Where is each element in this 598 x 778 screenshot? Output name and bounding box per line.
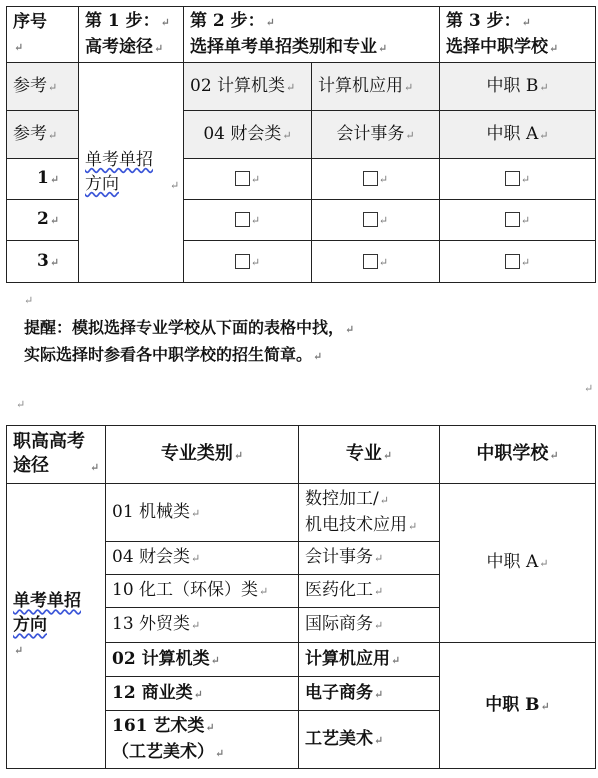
reference-school: 中职 A↵ [440,111,596,159]
header-step2: 第 2 步：↵ 选择单考单招类别和专业↵ [184,7,440,63]
paragraph-mark-icon: ↵ [584,382,594,395]
paragraph-mark-icon: ↵ [265,15,275,29]
school-checkbox-cell: ↵ [440,241,596,283]
header-major: 专业↵ [299,426,440,484]
paragraph-mark-icon: ↵ [14,40,24,54]
reference-major: 会计事务↵ [312,111,440,159]
selection-table [6,6,596,283]
path-cell: 单考单招方向↵ [7,484,106,769]
program-major: 国际商务↵ [299,608,440,643]
program-major: 会计事务↵ [299,542,440,575]
paragraph-mark-icon: ↵ [24,294,34,307]
program-category: 10 化工（环保）类↵ [106,575,299,608]
checkbox[interactable] [363,212,378,227]
header-step1: 第 1 步：↵ 高考途径↵ [79,7,184,63]
program-category: 161 艺术类↵ （工艺美术）↵ [106,711,299,769]
school-a-cell: 中职 A↵ [440,484,596,643]
category-checkbox-cell: ↵ [184,241,312,283]
header-step3: 第 3 步：↵ 选择中职学校↵ [440,7,596,63]
selection-table-header [7,7,596,63]
reference-label: 参考↵ [7,111,79,159]
program-major: 数控加工/↵ 机电技术应用↵ [299,484,440,542]
paragraph-mark-icon: ↵ [160,15,170,29]
reference-label: 参考↵ [7,63,79,111]
checkbox[interactable] [505,212,520,227]
program-major: 工艺美术↵ [299,711,440,769]
choice-label: 3↵ [7,241,79,283]
reference-school: 中职 B↵ [440,63,596,111]
reference-category: 04 财会类↵ [184,111,312,159]
reference-row [7,63,596,111]
paragraph-mark-icon: ↵ [90,460,100,474]
paragraph-mark-icon: ↵ [378,41,388,55]
checkbox[interactable] [363,171,378,186]
checkbox[interactable] [363,254,378,269]
program-category: 02 计算机类↵ [106,643,299,677]
header-seq: 序号 ↵ [7,7,79,63]
choice-label: 1↵ [7,159,79,200]
program-row [7,484,596,542]
paragraph-mark-icon: ↵ [16,398,26,411]
school-checkbox-cell: ↵ [440,159,596,200]
program-category: 13 外贸类↵ [106,608,299,643]
program-table [6,425,596,769]
school-checkbox-cell: ↵ [440,200,596,241]
program-category: 12 商业类↵ [106,677,299,711]
checkbox[interactable] [505,254,520,269]
choice-label: 2↵ [7,200,79,241]
reminder-line-1: 提醒：模拟选择专业学校从下面的表格中找，↵ [24,318,355,337]
paragraph-mark-icon: ↵ [549,41,559,55]
path-cell: 单考单招方向 ↵ [79,63,184,283]
major-checkbox-cell: ↵ [312,200,440,241]
paragraph-mark-icon: ↵ [170,178,180,192]
paragraph-mark-icon: ↵ [313,350,323,363]
category-checkbox-cell: ↵ [184,159,312,200]
program-major: 电子商务↵ [299,677,440,711]
major-checkbox-cell: ↵ [312,159,440,200]
checkbox[interactable] [505,171,520,186]
header-school: 中职学校↵ [440,426,596,484]
paragraph-mark-icon: ↵ [14,644,24,657]
program-major: 医药化工↵ [299,575,440,608]
program-category: 01 机械类↵ [106,484,299,542]
program-table-header [7,426,596,484]
paragraph-mark-icon: ↵ [345,323,355,336]
checkbox[interactable] [235,171,250,186]
paragraph-mark-icon: ↵ [154,41,164,55]
header-category: 专业类别↵ [106,426,299,484]
category-checkbox-cell: ↵ [184,200,312,241]
reference-category: 02 计算机类↵ [184,63,312,111]
program-major: 计算机应用↵ [299,643,440,677]
header-path: 职高高考途径 ↵ [7,426,106,484]
reminder-line-2: 实际选择时参看各中职学校的招生简章。↵ [24,345,323,364]
program-category: 04 财会类↵ [106,542,299,575]
checkbox[interactable] [235,212,250,227]
school-b-cell: 中职 B↵ [440,643,596,769]
checkbox[interactable] [235,254,250,269]
reference-major: 计算机应用↵ [312,63,440,111]
major-checkbox-cell: ↵ [312,241,440,283]
paragraph-mark-icon: ↵ [521,15,531,29]
